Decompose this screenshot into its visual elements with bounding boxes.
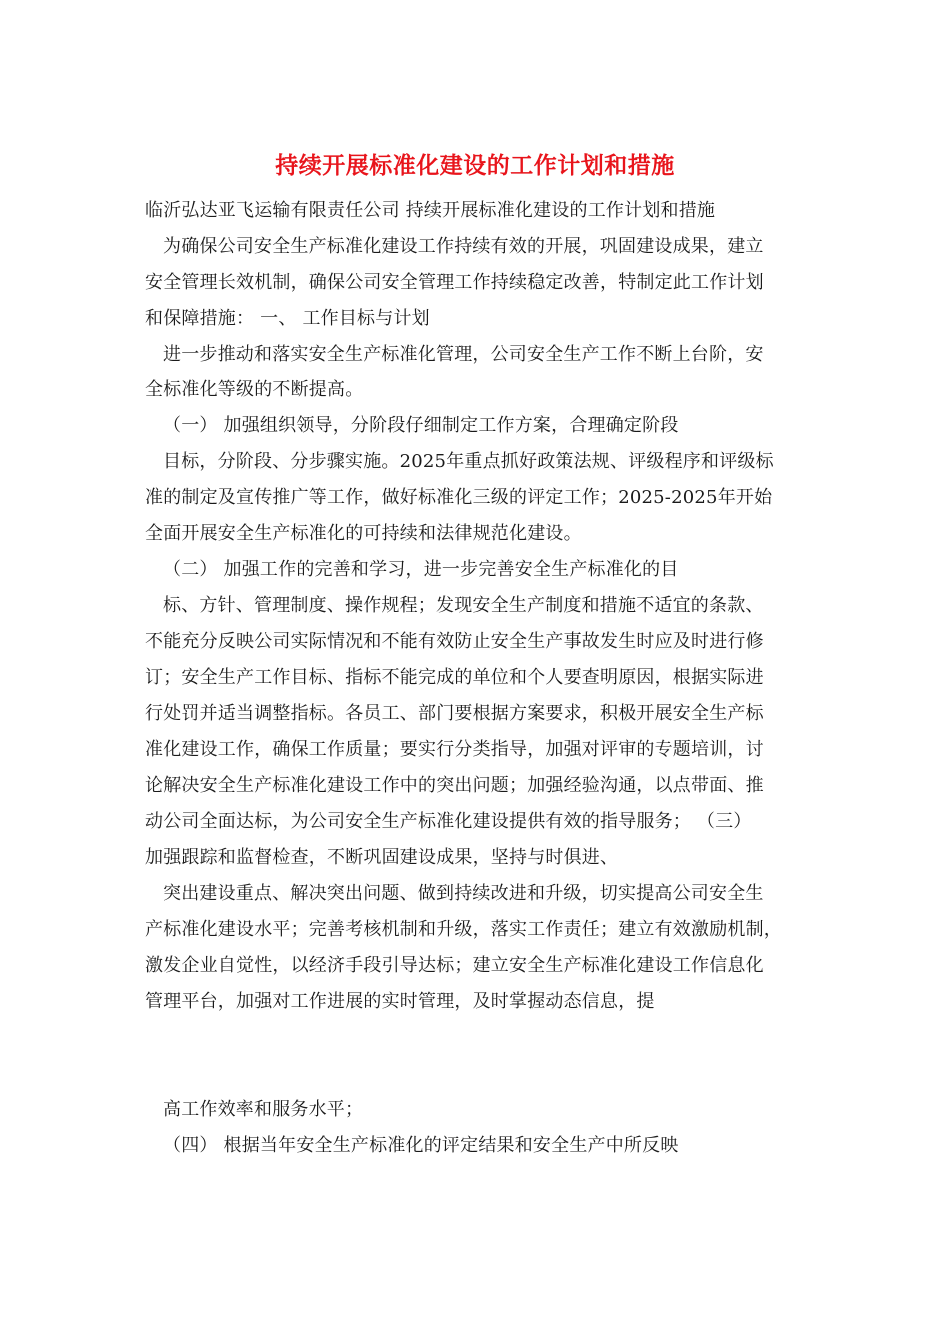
body-line: 论解决安全生产标准化建设工作中的突出问题；加强经验沟通，以点带面、推 <box>145 775 764 796</box>
body-line: 为确保公司安全生产标准化建设工作持续有效的开展，巩固建设成果，建立 <box>163 236 764 257</box>
body-line: 动公司全面达标，为公司安全生产标准化建设提供有效的指导服务； （三） <box>145 811 752 832</box>
body-line: （四） 根据当年安全生产标准化的评定结果和安全生产中所反映 <box>163 1135 679 1156</box>
body-line: （一） 加强组织领导，分阶段仔细制定工作方案，合理确定阶段 <box>163 415 679 436</box>
body-line: 产标准化建设水平；完善考核机制和升级，落实工作责任；建立有效激励机制， <box>145 919 782 940</box>
body-line: 突出建设重点、解决突出问题、做到持续改进和升级，切实提高公司安全生 <box>163 883 764 904</box>
body-line: 订；安全生产工作目标、指标不能完成的单位和个人要查明原因，根据实际进 <box>145 667 764 688</box>
body-line: 准化建设工作，确保工作质量；要实行分类指导，加强对评审的专题培训，讨 <box>145 739 764 760</box>
body-line: 管理平台，加强对工作进展的实时管理，及时掌握动态信息，提 <box>145 991 655 1012</box>
body-line: 进一步推动和落实安全生产标准化管理，公司安全生产工作不断上台阶，安 <box>163 344 764 365</box>
body-line: 全面开展安全生产标准化的可持续和法律规范化建设。 <box>145 523 582 544</box>
body-line: 和保障措施： 一、 工作目标与计划 <box>145 308 430 329</box>
body-line: 准的制定及宣传推广等工作，做好标准化三级的评定工作；2025-2025年开始 <box>145 487 773 508</box>
body-line: 行处罚并适当调整指标。各员工、部门要根据方案要求，积极开展安全生产标 <box>145 703 764 724</box>
body-line: 临沂弘达亚飞运输有限责任公司 持续开展标准化建设的工作计划和措施 <box>145 200 716 221</box>
body-line: 加强跟踪和监督检查，不断巩固建设成果，坚持与时俱进、 <box>145 847 619 868</box>
document-title: 持续开展标准化建设的工作计划和措施 <box>275 152 675 179</box>
body-line: 全标准化等级的不断提高。 <box>145 379 364 400</box>
body-line: 高工作效率和服务水平； <box>163 1099 364 1120</box>
body-line: 不能充分反映公司实际情况和不能有效防止安全生产事故发生时应及时进行修 <box>145 631 764 652</box>
body-line: （二） 加强工作的完善和学习，进一步完善安全生产标准化的目 <box>163 559 679 580</box>
body-line: 安全管理长效机制，确保公司安全管理工作持续稳定改善，特制定此工作计划 <box>145 272 764 293</box>
body-line: 标、方针、管理制度、操作规程；发现安全生产制度和措施不适宜的条款、 <box>163 595 764 616</box>
body-line: 目标，分阶段、分步骤实施。2025年重点抓好政策法规、评级程序和评级标 <box>163 451 774 472</box>
body-line: 激发企业自觉性，以经济手段引导达标；建立安全生产标准化建设工作信息化 <box>145 955 764 976</box>
